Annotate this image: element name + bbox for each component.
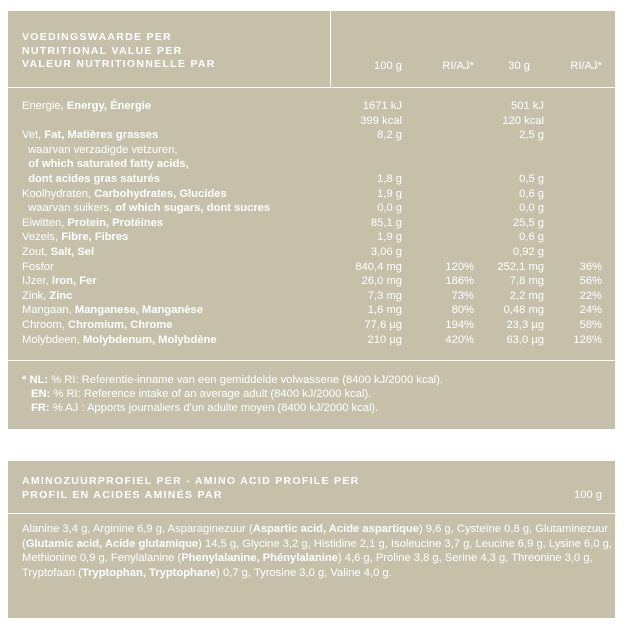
row-label-en: Chromium, [68, 319, 131, 331]
row-label-fr: Sel [77, 246, 95, 258]
row-label-nl: Chroom, [22, 319, 69, 331]
row-v30: 63,0 µg [506, 333, 544, 346]
row-label [22, 157, 189, 172]
row-label [22, 216, 163, 231]
row-label-fr: Chrome [130, 319, 173, 331]
row-v30: 0,0 g [519, 202, 544, 215]
row-label-en: Zinc [49, 289, 73, 302]
row-label-en: Iron, [51, 275, 80, 288]
row-ri1: 80% [451, 304, 474, 317]
row-ri1: 420% [445, 333, 474, 346]
row-v100: 1,8 g [377, 173, 402, 185]
row-ri2: 58% [579, 319, 602, 331]
row-label-nl: Eiwitten, [22, 216, 68, 229]
row-label [22, 201, 270, 216]
amino-paragraph [22, 522, 612, 580]
row-label-nl: Koolhydraten, [22, 187, 95, 200]
row-label-fr: Manganèse [142, 304, 203, 317]
row-v100: 26,0 mg [361, 275, 402, 288]
row-v30: 501 kJ [511, 100, 544, 112]
row-v30: 252,1 mg [497, 260, 544, 273]
row-ri1: 120% [445, 260, 474, 273]
row-v100: 0,0 g [377, 202, 402, 215]
footnote-nl-key: * NL: [22, 374, 49, 386]
amino-bold-4: Tryptophan, Tryptophane [81, 566, 217, 579]
row-label-nl: IJzer, [22, 275, 52, 288]
title-nl: VOEDINGSWAARDE PER [22, 31, 172, 43]
row-v100: 1,9 g [377, 187, 402, 200]
row-v100: 1,6 mg [367, 304, 402, 317]
row-label [22, 187, 227, 202]
row-label-nl: Zout, [22, 246, 51, 258]
nutrition-title [22, 31, 216, 72]
footnote-fr-key: FR: [31, 402, 50, 414]
row-v100: 8,2 g [377, 129, 402, 142]
row-label [22, 333, 217, 348]
row-label-en: Carbohydrates, [94, 187, 180, 200]
footnote-en-text: % RI: Reference intake of an average adult (8400 kJ/2000 kcal). [50, 388, 372, 400]
title-fr: VALEUR NUTRITIONNELLE PAR [22, 58, 216, 70]
row-ri2: 126% [573, 333, 602, 346]
row-label-fr: Énergie [110, 100, 152, 112]
row-label-fr: Fibres [94, 231, 129, 244]
row-v30: 0,5 g [519, 173, 544, 185]
row-ri2: 36% [579, 260, 602, 273]
row-label-en: Manganese, [74, 304, 143, 317]
row-v30: 2,2 mg [509, 289, 544, 302]
row-label-nl: Mangaan, [22, 304, 75, 317]
row-label-en: Fibre, [61, 231, 95, 244]
row-label-nl: Vet, [22, 129, 45, 142]
row-label-en: of which saturated fatty acids, [22, 158, 189, 171]
amino-title-line-1: AMINOZUURPROFIEL PER - AMINO ACID PROFILE PER [22, 475, 360, 487]
row-ri1: 194% [445, 319, 474, 331]
row-label [22, 230, 128, 245]
amino-text-2: ) 9,6 g, Cysteïne 0,8 g, Glutaminezuur ( [22, 523, 609, 550]
row-label-nl: waarvan verzadigde vetzuren, [22, 143, 178, 156]
row-v30: 0,92 g [512, 246, 544, 258]
row-label [22, 99, 151, 114]
row-label-nl: Zink, [22, 289, 50, 302]
row-label [22, 274, 97, 289]
footnote-nl [22, 374, 443, 387]
amino-title-line-2: PROFIL EN ACIDES AMINÉS PAR [22, 488, 223, 501]
row-ri1: 186% [445, 275, 474, 288]
row-v100: 1,9 g [377, 231, 402, 244]
row-v100: 77,6 µg [364, 319, 402, 331]
footnote-en-key: EN: [31, 388, 51, 400]
row-label-nl: Fosfor [22, 260, 54, 273]
rows-divider [8, 360, 615, 361]
row-ri2: 56% [579, 275, 602, 288]
row-v100: 7,3 mg [367, 289, 402, 302]
footnote-en [31, 388, 371, 401]
col-header-30g: 30 g [508, 60, 530, 72]
row-v100: 85,1 g [370, 216, 402, 229]
column-divider [330, 11, 331, 87]
row-v100: 3,06 g [370, 246, 402, 258]
row-label-nl: Vezels, [22, 231, 62, 244]
row-label [22, 143, 177, 158]
amino-text-5: ) 0,7 g, Tyrosine 3,0 g, Valine 4,0 g. [216, 566, 392, 579]
col-header-ri-1: RI/AJ* [442, 60, 474, 72]
row-v100: 840,4 mg [355, 260, 402, 273]
amino-bold-2: Glutamic acid, Acide glutamique [25, 537, 199, 550]
row-label-en: Molybdenum, [82, 333, 159, 346]
row-label-fr: Molybdène [158, 333, 217, 346]
row-v30: 0,48 mg [503, 304, 544, 317]
row-label-fr: Fer [79, 275, 97, 288]
row-label-nl: Energie, [22, 100, 67, 112]
amino-bold-1: Aspartic acid, Acide aspartique [252, 523, 419, 535]
row-label-en: of which sugars, [115, 202, 207, 215]
row-label-nl: waarvan suikers, [22, 202, 116, 215]
row-label-en: Energy, [66, 100, 111, 112]
row-label-nl: Molybdeen, [22, 333, 83, 346]
row-label-fr: Protéines [112, 216, 164, 229]
row-label-fr: dont sucres [206, 202, 271, 215]
header-divider [8, 87, 615, 88]
row-label-fr: Glucides [179, 187, 227, 200]
row-label [22, 289, 72, 304]
row-label [22, 172, 160, 187]
row-label-fr: Matières grasses [67, 129, 159, 142]
row-v30: 7,8 mg [509, 275, 544, 288]
amino-text-4: ) 4,6 g, Proline 3,8 g, Serine 4,3 g, Threonine 3,0 g, Tryptofaan ( [22, 552, 593, 579]
row-label [22, 245, 94, 260]
row-v100: 210 µg [367, 333, 402, 346]
row-label-en: Protein, [67, 216, 113, 229]
footnote-nl-text: % RI: Referentie-inname van een gemiddelde volwassene (8400 kJ/2000 kcal). [48, 374, 443, 386]
row-v100: 399 kcal [360, 114, 402, 127]
row-ri1: 73% [451, 289, 474, 302]
row-label [22, 260, 54, 275]
title-en: NUTRITIONAL VALUE PER [22, 44, 183, 57]
row-ri2: 24% [579, 304, 602, 317]
row-v30: 0,6 g [519, 231, 544, 244]
row-v30: 0,6 g [519, 187, 544, 200]
amino-title [22, 475, 360, 502]
footnote-fr [31, 402, 378, 415]
amino-col-100g: 100 g [574, 489, 602, 501]
row-v30: 25,5 g [512, 216, 544, 229]
row-label-en: Fat, [44, 129, 68, 142]
row-label [22, 128, 158, 143]
row-label [22, 318, 172, 333]
row-label-fr: dont acides gras saturés [22, 173, 161, 185]
row-ri2: 22% [579, 289, 602, 302]
col-header-100g: 100 g [374, 60, 402, 72]
row-v100: 1671 kJ [362, 100, 402, 112]
row-label-en: Salt, [50, 246, 78, 258]
amino-text-1: Alanine 3,4 g, Arginine 6,9 g, Asparaginezuur ( [22, 523, 253, 535]
row-v30: 2,5 g [519, 129, 544, 142]
row-v30: 120 kcal [502, 114, 544, 127]
amino-text-3: ) 14,5 g, Glycine 3,2 g, Histidine 2,1 g, Isoleucine 3,7 g, Leucine 6,9 g, Lysine 6,0 g, Methionine 0,9 g, Fenylalanine ( [22, 537, 612, 565]
row-v30: 23,3 µg [506, 319, 544, 331]
col-header-ri-2: RI/AJ* [570, 60, 602, 72]
amino-bold-3: Phenylalanine, Phénylalanine [181, 552, 338, 565]
amino-header-divider [8, 513, 615, 514]
row-label [22, 303, 203, 318]
footnote-fr-text: % AJ : Apports journaliers d'un adulte moyen (8400 kJ/2000 kcal). [49, 402, 379, 414]
